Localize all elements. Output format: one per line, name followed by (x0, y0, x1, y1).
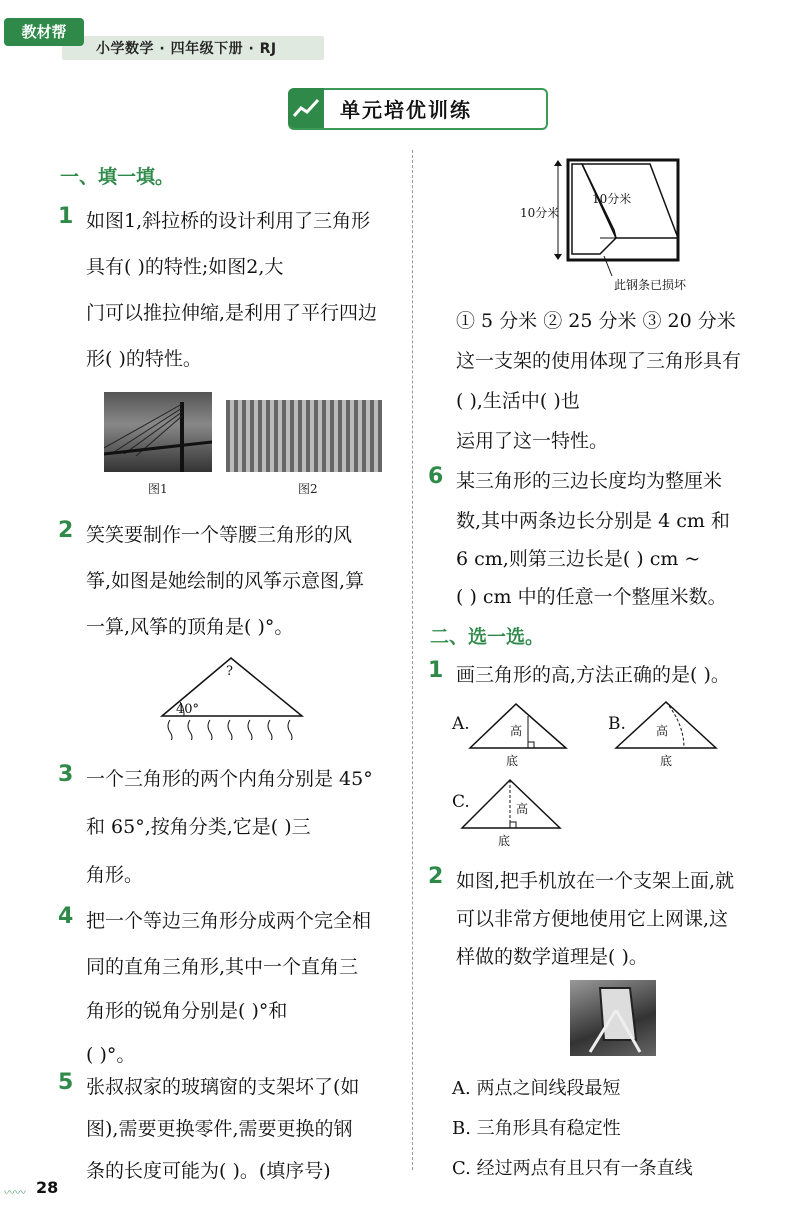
question-text: 张叔叔家的玻璃窗的支架坏了(如 (86, 1076, 360, 1098)
height-label: 高 (656, 724, 669, 738)
wave-icon: 〰〰 (4, 1186, 26, 1199)
question-text: 条的长度可能为( )。(填序号) (86, 1160, 331, 1182)
question-text: 样做的数学道理是( )。 (456, 946, 648, 968)
option-c-label: C. (452, 792, 470, 812)
figure-caption: 图2 (298, 482, 318, 496)
question-number: 2 (428, 864, 444, 889)
broken-bar-label: 此钢条已损坏 (614, 278, 687, 292)
section-choose-heading: 二、选一选。 (430, 626, 545, 648)
base-label: 底 (506, 754, 519, 768)
book-title: 小学数学 · 四年级下册 · RJ (96, 41, 277, 57)
height-label: 高 (510, 724, 523, 738)
question-text: 6 cm,则第三边长是( ) cm ~ (456, 548, 701, 570)
question-number: 1 (428, 658, 444, 683)
question-text: 和 65°,按角分类,它是( )三 (86, 816, 311, 838)
page-number: 28 (36, 1178, 59, 1197)
option-b-label: B. (608, 714, 626, 734)
triangle-option-c (460, 778, 562, 830)
question-text: 门可以推拉伸缩,是利用了平行四边 (86, 302, 378, 324)
question-text: ( ) cm 中的任意一个整厘米数。 (456, 586, 727, 608)
question-text: ( ),生活中( )也 (456, 390, 580, 412)
base-label: 底 (498, 834, 511, 848)
question-text: 如图,把手机放在一个支架上面,就 (456, 870, 735, 892)
question-number: 6 (428, 464, 444, 489)
question-text: 某三角形的三边长度均为整厘米 (456, 470, 723, 492)
question-number: 2 (58, 518, 74, 543)
height-label: 10分米 (520, 206, 560, 220)
question-text: 把一个等边三角形分成两个完全相 (86, 910, 372, 932)
question-text: 角形的锐角分别是( )°和 (86, 1000, 288, 1022)
question-number: 3 (58, 762, 74, 787)
question-text: 运用了这一特性。 (456, 430, 609, 452)
height-label: 高 (516, 802, 529, 816)
choice-option-a: A. 两点之间线段最短 (452, 1078, 621, 1099)
sliding-gate-photo (226, 400, 382, 472)
choice-option-b: B. 三角形具有稳定性 (452, 1118, 621, 1139)
option-a-label: A. (452, 714, 470, 734)
base-angle-label: 40° (176, 702, 200, 717)
figure-caption: 图1 (148, 482, 168, 496)
base-label: 底 (660, 754, 673, 768)
question-text: 笑笑要制作一个等腰三角形的风 (86, 524, 353, 546)
question-text: 画三角形的高,方法正确的是( )。 (456, 664, 730, 686)
bar-length-label: 10分米 (592, 192, 632, 206)
book-tag: 教材帮 (4, 18, 84, 46)
page-title: 单元培优训练 (340, 98, 472, 122)
question-text: 图),需要更换零件,需要更换的钢 (86, 1118, 353, 1140)
apex-angle-label: ? (226, 664, 233, 679)
question-number: 4 (58, 904, 74, 929)
question-text: 角形。 (86, 864, 144, 886)
question-number: 5 (58, 1070, 74, 1095)
question-text: 数,其中两条边长分别是 4 cm 和 (456, 510, 730, 532)
choice-option-c: C. 经过两点有且只有一条直线 (452, 1158, 693, 1179)
chart-icon (288, 88, 324, 128)
column-divider (412, 150, 413, 1170)
question-number: 1 (58, 204, 74, 229)
question-text: ( )°。 (86, 1044, 136, 1066)
section-fill-heading: 一、填一填。 (60, 166, 175, 188)
window-diagram (520, 158, 710, 290)
question-text: 形( )的特性。 (86, 348, 202, 370)
question-text: 一个三角形的两个内角分别是 45° (86, 768, 373, 790)
question-text: 具有( )的特性;如图2,大 (86, 256, 284, 278)
question-text: 筝,如图是她绘制的风筝示意图,算 (86, 570, 365, 592)
phone-stand-photo (570, 980, 656, 1056)
question-text: 可以非常方便地使用它上网课,这 (456, 908, 729, 930)
question-text: 这一支架的使用体现了三角形具有 (456, 350, 742, 372)
cable-bridge-photo (104, 392, 212, 472)
question-text: 一算,风筝的顶角是( )°。 (86, 616, 294, 638)
answer-options: ① 5 分米 ② 25 分米 ③ 20 分米 (456, 310, 736, 332)
question-text: 同的直角三角形,其中一个直角三 (86, 956, 359, 978)
question-text: 如图1,斜拉桥的设计利用了三角形 (86, 210, 371, 232)
